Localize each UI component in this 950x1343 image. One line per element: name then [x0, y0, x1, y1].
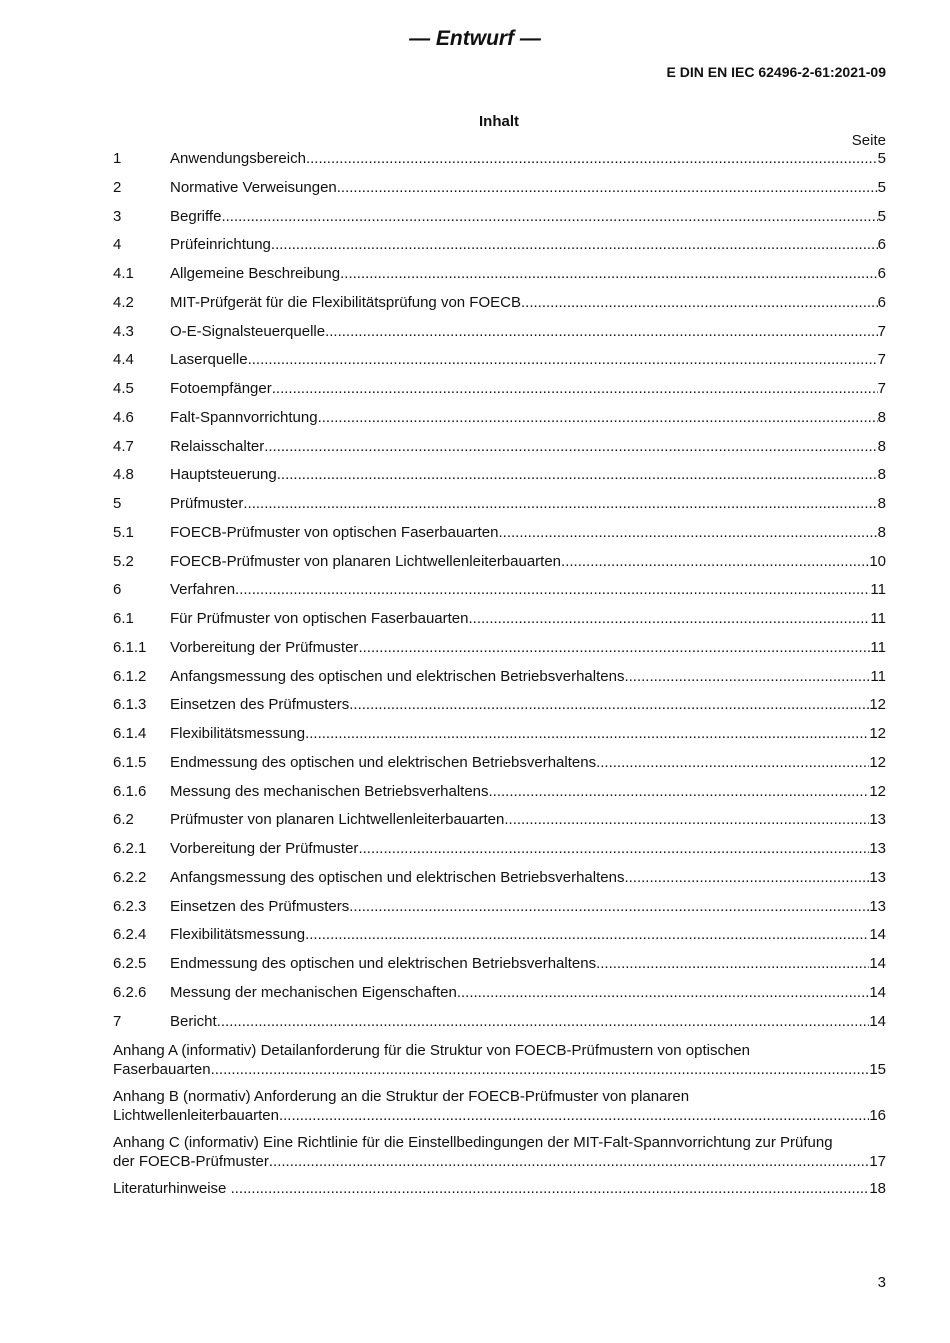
toc-entry[interactable]	[113, 494, 886, 523]
toc-entry-number: 5	[113, 495, 122, 512]
toc-bibliography-page: 18	[869, 1180, 886, 1198]
toc-entry[interactable]	[113, 983, 886, 1012]
toc-entry-page: 8	[877, 523, 886, 541]
toc-entry-title: Endmessung des optischen und elektrischen Betriebsverhaltens	[170, 955, 597, 972]
toc-entry[interactable]	[113, 207, 886, 236]
toc-annex-page: 16	[869, 1107, 886, 1125]
toc-annex-line2	[113, 1152, 886, 1171]
toc-entry-page: 13	[869, 897, 886, 915]
toc-leader-dots	[489, 782, 870, 801]
toc-annex-page: 17	[869, 1153, 886, 1171]
toc-annex-title-line1: Anhang A (informativ) Detailanforderung für die Struktur von FOECB-Prüfmustern von optischen	[113, 1042, 750, 1060]
toc-heading: Inhalt	[479, 113, 519, 130]
toc-entry[interactable]	[113, 753, 886, 782]
toc-entry-title: FOECB-Prüfmuster von planaren Lichtwellenleiterbauarten	[170, 552, 562, 570]
toc-entry-title: Messung der mechanischen Eigenschaften	[170, 983, 457, 1001]
toc-entry-title: Laserquelle	[170, 351, 248, 369]
toc-entry-page: 5	[877, 178, 886, 196]
toc-entry[interactable]	[113, 293, 886, 322]
toc-annex-line2	[113, 1060, 886, 1079]
toc-entry-page: 11	[870, 581, 886, 599]
toc-entry-page: 10	[869, 552, 886, 570]
toc-entry[interactable]	[113, 954, 886, 983]
toc-entry-page: 6	[877, 293, 886, 311]
toc-entry-title: Begriffe	[170, 207, 222, 225]
toc-entry[interactable]	[113, 667, 886, 696]
toc-leader-dots	[358, 638, 870, 657]
toc-entry-title: Prüfmuster von planaren Lichtwellenleiterbauarten	[170, 811, 505, 829]
toc-entry-page: 14	[869, 955, 886, 972]
toc-entry[interactable]	[113, 523, 886, 552]
toc-bibliography-title: Literaturhinweise	[113, 1180, 227, 1198]
toc-annex-entry[interactable]	[113, 1041, 886, 1079]
toc-leader-dots	[521, 293, 878, 312]
toc-entry-page: 12	[869, 782, 886, 800]
toc-annex-page: 15	[869, 1061, 886, 1079]
toc-entry-title: Normative Verweisungen	[170, 178, 337, 196]
toc-entry-number: 6.2.5	[113, 955, 147, 972]
toc-entry-page: 12	[869, 696, 886, 714]
toc-entry[interactable]	[113, 408, 886, 437]
toc-entry[interactable]	[113, 264, 886, 293]
toc-entry-title: Allgemeine Beschreibung	[170, 265, 341, 282]
toc-entry-page: 8	[877, 408, 886, 426]
toc-annex-title-line2: Lichtwellenleiterbauarten	[113, 1107, 279, 1125]
toc-entry-title: Relaisschalter	[170, 437, 265, 455]
toc-entry-number: 6.2.3	[113, 897, 147, 915]
toc-leader-dots	[217, 1012, 870, 1031]
toc-entry-title: Endmessung des optischen und elektrischen Betriebsverhaltens	[170, 753, 597, 771]
draft-title: — Entwurf —	[409, 27, 541, 50]
toc-entry-page: 7	[877, 380, 886, 397]
toc-leader-dots	[248, 350, 878, 369]
toc-entry-page: 7	[877, 351, 886, 369]
toc-entry-title: MIT-Prüfgerät für die Flexibilitätsprüfung von FOECB	[170, 293, 521, 311]
toc-entry-number: 2	[113, 178, 122, 196]
toc-entry-number: 4.8	[113, 466, 134, 484]
toc-entry-number: 6.2.2	[113, 868, 147, 886]
toc-entry-title: Anfangsmessung des optischen und elektrischen Betriebsverhaltens	[170, 667, 625, 685]
toc-leader-dots	[277, 465, 878, 484]
page-column-label: Seite	[851, 132, 886, 149]
toc-entry-number: 5.2	[113, 552, 134, 570]
toc-entry-page: 11	[870, 638, 886, 656]
toc-leader-dots	[221, 207, 877, 226]
toc-entry[interactable]	[113, 868, 886, 897]
toc-entry-number: 6.1.6	[113, 782, 147, 800]
toc-leader-dots	[337, 178, 878, 197]
toc-leader-dots	[457, 983, 869, 1002]
toc-entry[interactable]	[113, 379, 886, 408]
toc-entry[interactable]	[113, 178, 886, 207]
toc-entry-number: 7	[113, 1012, 122, 1030]
toc-annex-entry[interactable]	[113, 1087, 886, 1125]
toc-leader-dots	[211, 1060, 870, 1079]
toc-entry-number: 5.1	[113, 523, 134, 541]
toc-entry[interactable]	[113, 350, 886, 379]
toc-entry-number: 6.1.4	[113, 725, 147, 742]
toc-entry[interactable]	[113, 235, 886, 264]
toc-entry-page: 11	[870, 667, 886, 685]
toc-entry-title: Vorbereitung der Prüfmuster	[170, 840, 359, 857]
toc-entry-page: 13	[869, 868, 886, 886]
toc-entry-title: Flexibilitätsmessung	[170, 725, 306, 742]
toc-entry-page: 6	[877, 265, 886, 282]
table-of-contents	[113, 149, 886, 1207]
toc-entry-page: 6	[877, 236, 886, 254]
toc-entry[interactable]	[113, 580, 886, 609]
toc-leader-dots	[306, 149, 878, 168]
toc-entry-page: 7	[877, 322, 886, 340]
toc-entry-title: Prüfmuster	[170, 495, 244, 512]
toc-leader-dots	[279, 1106, 869, 1125]
toc-entry-page: 8	[877, 437, 886, 455]
toc-entry-title: Fotoempfänger	[170, 380, 272, 397]
toc-leader-dots	[269, 1152, 869, 1171]
toc-leader-dots	[243, 494, 877, 513]
toc-annex-title-line2: Faserbauarten	[113, 1061, 211, 1079]
toc-leader-dots	[235, 580, 870, 599]
toc-entry-title: Hauptsteuerung	[170, 466, 277, 484]
toc-leader-dots	[264, 437, 877, 456]
toc-entry-title: Anwendungsbereich	[170, 150, 306, 167]
toc-entry-number: 4.2	[113, 293, 134, 311]
toc-entry-number: 6.1.3	[113, 696, 147, 714]
toc-entry-title: Einsetzen des Prüfmusters	[170, 696, 350, 714]
toc-entry-number: 6.1.5	[113, 753, 147, 771]
toc-entry-page: 8	[877, 495, 886, 512]
toc-entry-title: Prüfeinrichtung	[170, 236, 271, 254]
toc-entry[interactable]	[113, 465, 886, 494]
toc-bibliography-entry[interactable]	[113, 1179, 886, 1207]
toc-entry[interactable]	[113, 322, 886, 351]
toc-entry[interactable]	[113, 638, 886, 667]
toc-annex-title-line1: Anhang C (informativ) Eine Richtlinie für die Einstellbedingungen der MIT-Falt-Spannvorrichtung zur Prüfung	[113, 1134, 833, 1152]
toc-entry-number: 1	[113, 150, 122, 167]
toc-entry-number: 4	[113, 236, 122, 254]
toc-entry-number: 6.2.4	[113, 926, 147, 944]
toc-entry[interactable]	[113, 609, 886, 638]
toc-entry-page: 13	[869, 840, 886, 857]
toc-entry[interactable]	[113, 925, 886, 954]
toc-entry-title: Einsetzen des Prüfmusters	[170, 897, 350, 915]
toc-leader-dots	[325, 322, 878, 341]
toc-entry[interactable]	[113, 782, 886, 811]
toc-leader-dots	[498, 523, 877, 542]
toc-entry-title: Bericht	[170, 1012, 217, 1030]
toc-entry[interactable]	[113, 695, 886, 724]
document-id: E DIN EN IEC 62496-2-61:2021-09	[666, 64, 886, 80]
toc-leader-dots	[596, 954, 869, 973]
toc-leader-dots	[596, 753, 869, 772]
toc-entry[interactable]	[113, 810, 886, 839]
toc-entry[interactable]	[113, 897, 886, 926]
toc-leader-dots	[349, 695, 869, 714]
toc-entry-page: 8	[877, 466, 886, 484]
toc-entry-number: 6.2.1	[113, 840, 147, 857]
toc-entry-page: 14	[869, 926, 886, 944]
toc-entry-title: Vorbereitung der Prüfmuster	[170, 638, 359, 656]
toc-annex-line2	[113, 1106, 886, 1125]
page-number: 3	[877, 1274, 886, 1291]
toc-entry[interactable]	[113, 552, 886, 581]
toc-entry-page: 14	[869, 1012, 886, 1030]
toc-leader-dots	[349, 897, 869, 916]
toc-entry-number: 4.6	[113, 408, 134, 426]
toc-entry-page: 5	[877, 207, 886, 225]
toc-entry-title: Anfangsmessung des optischen und elektrischen Betriebsverhaltens	[170, 868, 625, 886]
toc-leader-dots	[468, 609, 870, 628]
toc-entry-number: 6.1.2	[113, 667, 147, 685]
toc-entry-number: 6.1	[113, 610, 134, 627]
toc-entry-number: 3	[113, 207, 122, 225]
toc-leader-dots	[561, 552, 869, 571]
toc-leader-dots	[231, 1179, 870, 1198]
toc-leader-dots	[624, 667, 870, 686]
toc-leader-dots	[504, 810, 869, 829]
toc-leader-dots	[305, 925, 869, 944]
toc-entry-page: 14	[869, 983, 886, 1001]
toc-annex-title-line2: der FOECB-Prüfmuster	[113, 1153, 269, 1171]
toc-entry[interactable]	[113, 1012, 886, 1041]
toc-entry-page: 11	[870, 610, 886, 627]
toc-leader-dots	[340, 264, 878, 283]
toc-entry-title: FOECB-Prüfmuster von optischen Faserbauarten	[170, 523, 499, 541]
toc-entry-number: 6.1.1	[113, 638, 147, 656]
toc-leader-dots	[272, 379, 878, 398]
toc-leader-dots	[305, 724, 869, 743]
toc-entry-number: 4.7	[113, 437, 134, 455]
toc-entry-page: 12	[869, 725, 886, 742]
toc-entry-number: 4.1	[113, 265, 134, 282]
toc-entry-number: 4.5	[113, 380, 134, 397]
toc-entry[interactable]	[113, 724, 886, 753]
toc-entry-number: 4.3	[113, 322, 134, 340]
toc-annex-title-line1: Anhang B (normativ) Anforderung an die Struktur der FOECB-Prüfmuster von planaren	[113, 1088, 690, 1106]
toc-entry-title: Flexibilitätsmessung	[170, 926, 306, 944]
toc-leader-dots	[624, 868, 869, 887]
toc-entry[interactable]	[113, 839, 886, 868]
toc-entry-title: Verfahren	[170, 581, 236, 599]
toc-entry-page: 5	[877, 150, 886, 167]
toc-entry[interactable]	[113, 437, 886, 466]
toc-entry-title: Messung des mechanischen Betriebsverhaltens	[170, 782, 489, 800]
toc-entry-page: 13	[869, 811, 886, 829]
toc-leader-dots	[318, 408, 878, 427]
toc-annex-entry[interactable]	[113, 1133, 886, 1171]
toc-leader-dots	[358, 839, 869, 858]
toc-leader-dots	[271, 235, 878, 254]
toc-entry-number: 6.2	[113, 811, 134, 829]
toc-entry-page: 12	[869, 753, 886, 771]
toc-entry-title: Für Prüfmuster von optischen Faserbauarten	[170, 610, 469, 627]
toc-entry-number: 6	[113, 581, 122, 599]
toc-entry-title: O-E-Signalsteuerquelle	[170, 322, 326, 340]
toc-entry[interactable]	[113, 149, 886, 178]
toc-entry-title: Falt-Spannvorrichtung	[170, 408, 318, 426]
toc-entry-number: 4.4	[113, 351, 134, 369]
toc-entry-number: 6.2.6	[113, 983, 147, 1001]
